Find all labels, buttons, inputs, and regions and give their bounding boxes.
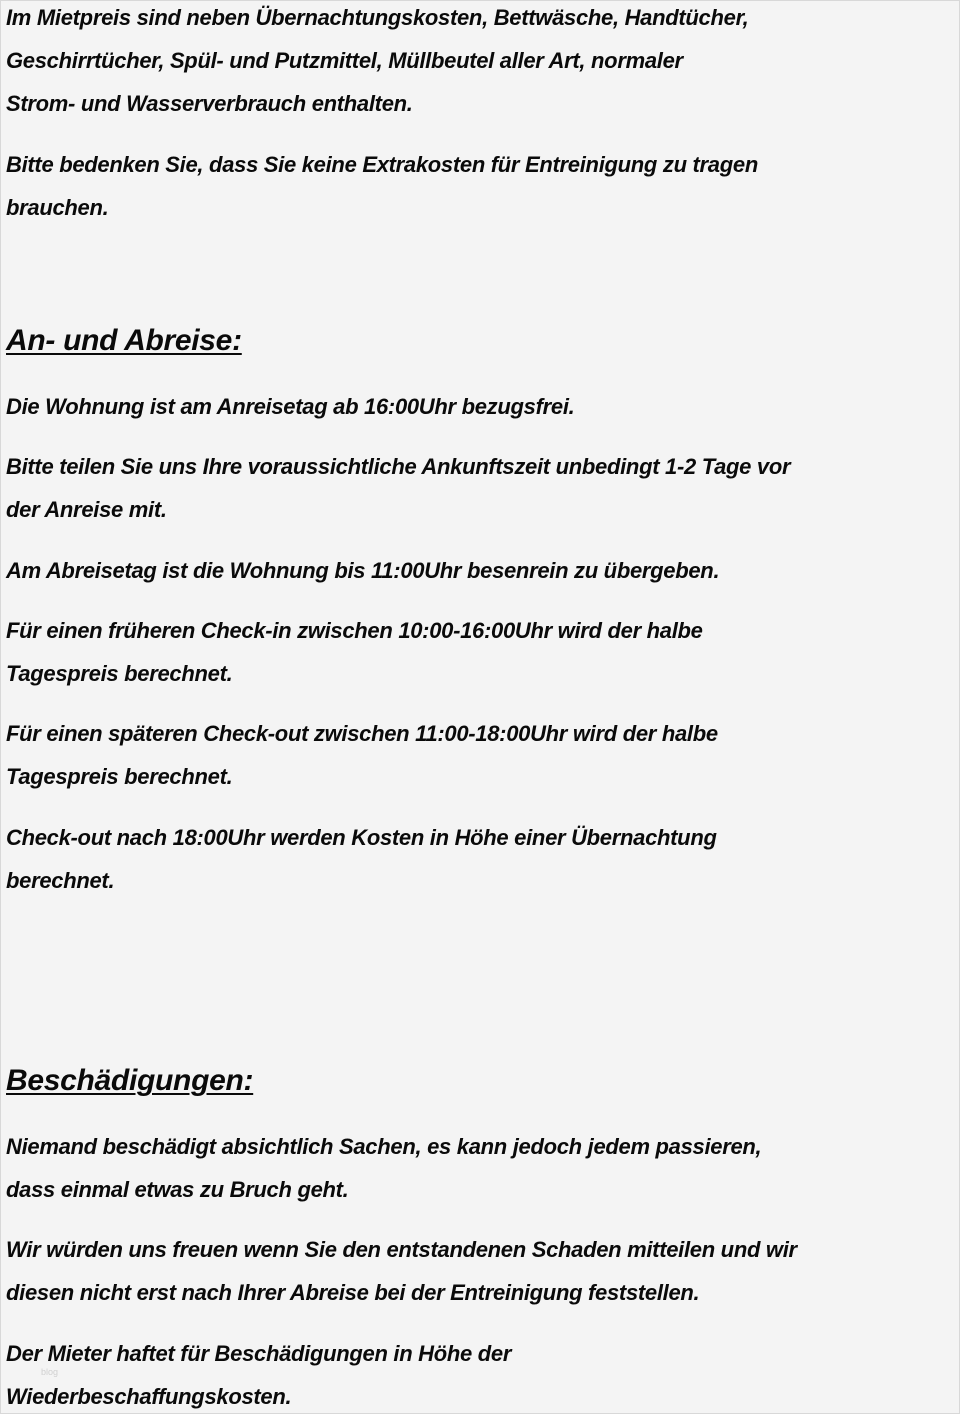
arrival-line-1: Die Wohnung ist am Anreisetag ab 16:00Uhr bezugsfrei.: [6, 394, 575, 419]
damages-line-1: Niemand beschädigt absichtlich Sachen, es kann jedoch jedem passieren,: [6, 1134, 762, 1159]
watermark-text: blog: [41, 1367, 59, 1377]
arrival-line-5: Für einen früheren Check-in zwischen 10:00-16:00Uhr wird der halbe: [6, 618, 703, 643]
arrival-line-10: berechnet.: [6, 868, 115, 893]
arrival-line-6: Tagespreis berechnet.: [6, 661, 233, 686]
damages-line-6: Wiederbeschaffungskosten.: [6, 1384, 292, 1409]
damages-heading: Beschädigungen:: [6, 1064, 254, 1097]
arrival-line-8: Tagespreis berechnet.: [6, 764, 233, 789]
arrival-heading: An- und Abreise:: [6, 324, 242, 357]
damages-line-2: dass einmal etwas zu Bruch geht.: [6, 1177, 349, 1202]
arrival-line-9: Check-out nach 18:00Uhr werden Kosten in Höhe einer Übernachtung: [6, 825, 717, 850]
intro-line-5: brauchen.: [6, 195, 109, 220]
arrival-line-4: Am Abreisetag ist die Wohnung bis 11:00Uhr besenrein zu übergeben.: [6, 558, 720, 583]
intro-line-1: Im Mietpreis sind neben Übernachtungskosten, Bettwäsche, Handtücher,: [6, 5, 749, 30]
damages-line-4: diesen nicht erst nach Ihrer Abreise bei der Entreinigung feststellen.: [6, 1280, 700, 1305]
damages-line-3: Wir würden uns freuen wenn Sie den entstandenen Schaden mitteilen und wir: [6, 1237, 797, 1262]
intro-line-3: Strom- und Wasserverbrauch enthalten.: [6, 91, 413, 116]
intro-line-2: Geschirrtücher, Spül- und Putzmittel, Müllbeutel aller Art, normaler: [6, 48, 683, 73]
damages-line-5: Der Mieter haftet für Beschädigungen in Höhe der: [6, 1341, 512, 1366]
arrival-line-2: Bitte teilen Sie uns Ihre voraussichtliche Ankunftszeit unbedingt 1-2 Tage vor: [6, 454, 791, 479]
arrival-line-7: Für einen späteren Check-out zwischen 11:00-18:00Uhr wird der halbe: [6, 721, 718, 746]
intro-line-4: Bitte bedenken Sie, dass Sie keine Extrakosten für Entreinigung zu tragen: [6, 152, 758, 177]
arrival-line-3: der Anreise mit.: [6, 497, 167, 522]
